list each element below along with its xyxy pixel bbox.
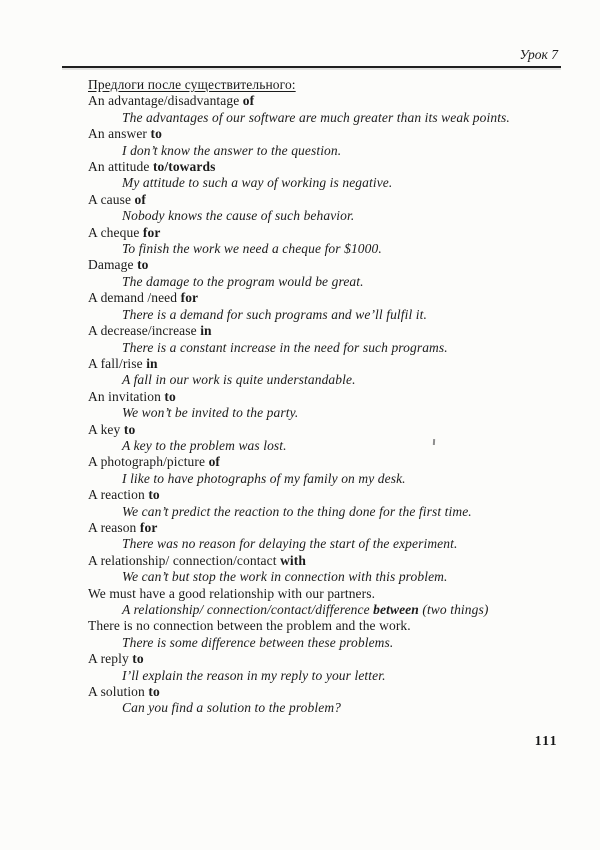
example-line: There is a demand for such programs and we’ll fulfil it. (122, 306, 427, 322)
example-line: Can you find a solution to the problem? (122, 700, 342, 716)
example-line: A fall in our work is quite understandable. (122, 372, 356, 388)
entry-line: An advantage/disadvantage of (88, 93, 255, 109)
entry-line: We must have a good relationship with our partners. (88, 585, 376, 601)
example-line: There is some difference between these problems. (122, 634, 394, 650)
text-lines (88, 77, 576, 717)
entry-line: A cheque for (88, 224, 161, 240)
entry-line: A key to (88, 421, 136, 437)
entry-line: An answer to (88, 126, 162, 142)
entry-line: Damage to (88, 257, 149, 273)
example-line: There is a constant increase in the need for such programs. (122, 339, 448, 355)
entry-line: A solution to (88, 684, 160, 700)
example-line: I don’t know the answer to the question. (122, 142, 342, 158)
example-line: To finish the work we need a cheque for $1000. (122, 241, 382, 257)
example-line: Nobody knows the cause of such behavior. (122, 208, 355, 224)
example-line: The advantages of our software are much greater than its weak points. (122, 109, 510, 125)
example-line: We can’t but stop the work in connection with this problem. (122, 569, 448, 585)
entry-line: A photograph/picture of (88, 454, 221, 470)
entry-line: An invitation to (88, 388, 176, 404)
example-line: We can’t predict the reaction to the thing done for the first time. (122, 503, 472, 519)
header-rule (62, 66, 561, 68)
entry-line: A decrease/increase in (88, 323, 212, 339)
example-line: We won’t be invited to the party. (122, 405, 299, 421)
entry-line: A fall/rise in (88, 355, 158, 371)
section-heading: Предлоги после существительного: (88, 77, 296, 92)
page-number: 111 (534, 733, 558, 748)
entry-line: A reaction to (88, 487, 160, 503)
entry-line: A reason for (88, 519, 158, 535)
scan-artifact (433, 439, 435, 445)
entry-line: A reply to (88, 651, 144, 667)
example-line: A key to the problem was lost. (122, 437, 287, 453)
example-line: A relationship/ connection/contact/difference between (two things) (122, 602, 489, 617)
entry-line: A relationship/ connection/contact with (88, 552, 306, 568)
example-line: There was no reason for delaying the start of the experiment. (122, 536, 458, 552)
example-line: I like to have photographs of my family on my desk. (122, 470, 406, 486)
entry-line: There is no connection between the problem and the work. (88, 618, 411, 634)
example-line: The damage to the program would be great. (122, 273, 364, 289)
entry-line: An attitude to/towards (88, 159, 216, 175)
lesson-label: Урок 7 (519, 47, 558, 62)
entry-line: A demand /need for (88, 290, 199, 306)
entry-line: A cause of (88, 191, 146, 207)
example-line: I’ll explain the reason in my reply to your letter. (122, 667, 386, 683)
example-line: My attitude to such a way of working is negative. (122, 175, 393, 191)
